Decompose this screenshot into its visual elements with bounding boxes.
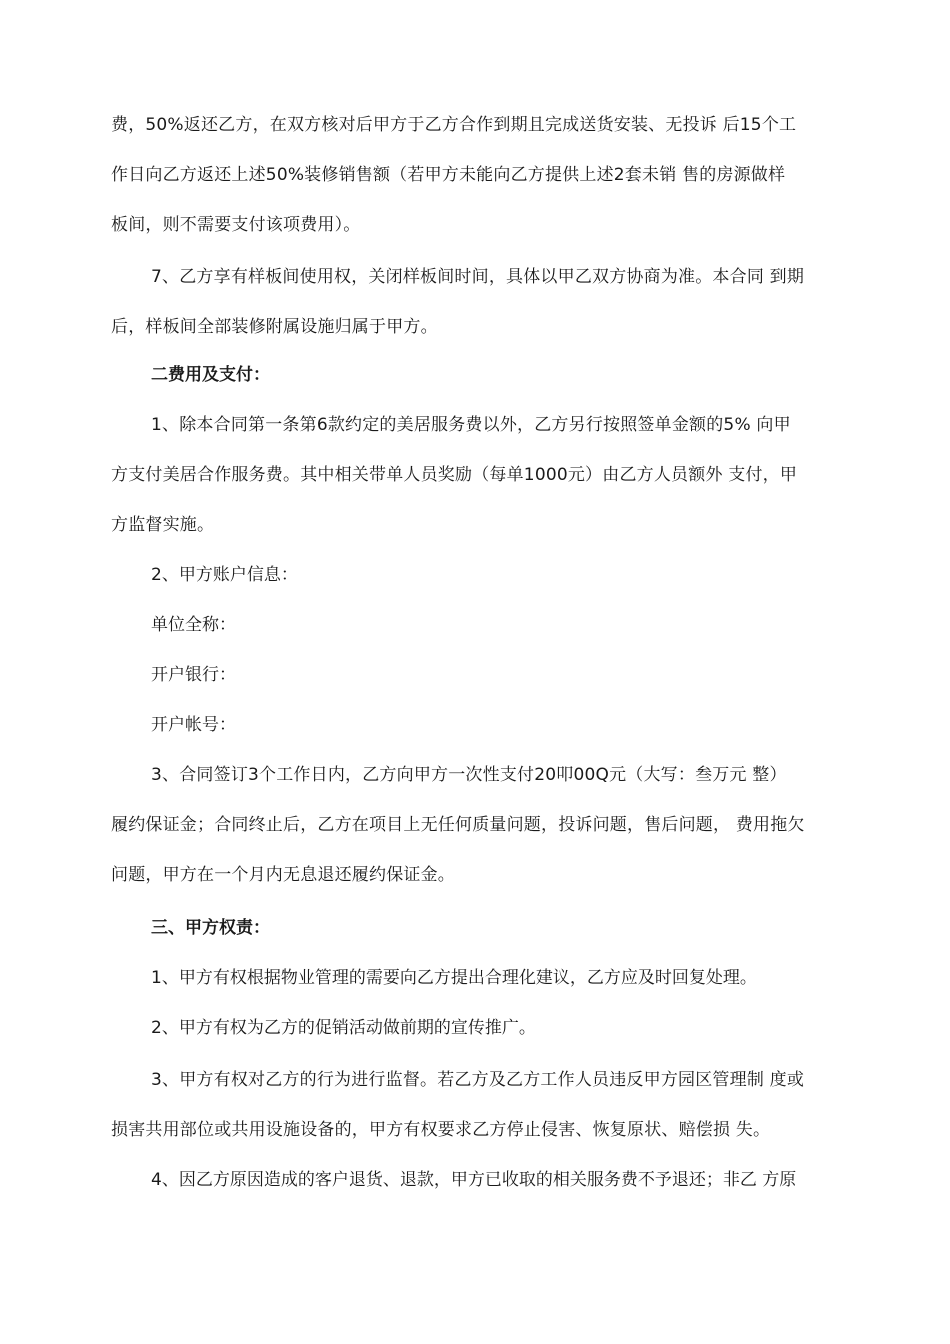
paragraph-right-3: [111, 1055, 845, 1155]
text-line: 履约保证金；合同终止后，乙方在项目上无任何质量问题，投诉问题，售后问题， 费用拖欠: [111, 815, 805, 835]
paragraph-deposit: [111, 750, 845, 900]
paragraph-clause-7: [111, 252, 845, 352]
text-line: 问题，甲方在一个月内无息退还履约保证金。: [111, 865, 455, 885]
text-line: 作日向乙方返还上述50%装修销售额（若甲方未能向乙方提供上述2套未销 售的房源做样: [111, 165, 786, 185]
paragraph-sample-room-fee: [111, 100, 845, 250]
section-heading-party-a-rights: 三、甲方权责：: [151, 918, 270, 938]
text-line: 方支付美居合作服务费。其中相关带单人员奖励（每单1000元）由乙方人员额外 支付，甲: [111, 465, 798, 485]
paragraph-right-2: 2、甲方有权为乙方的促销活动做前期的宣传推广。: [151, 1018, 536, 1038]
section-heading-fees: 二费用及支付：: [151, 365, 270, 385]
text-line: 费，50%返还乙方，在双方核对后甲方于乙方合作到期且完成送货安装、无投诉 后15个工: [111, 115, 797, 135]
text-line: 1、除本合同第一条第6款约定的美居服务费以外，乙方另行按照签单金额的5% 向甲: [151, 415, 791, 435]
paragraph-right-1: 1、甲方有权根据物业管理的需要向乙方提出合理化建议，乙方应及时回复处理。: [151, 968, 757, 988]
paragraph-fee-1: [111, 400, 845, 550]
text-line: 损害共用部位或共用设施设备的，甲方有权要求乙方停止侵害、恢复原状、赔偿损 失。: [111, 1120, 771, 1140]
text-line: 方监督实施。: [111, 515, 215, 535]
text-line: 3、甲方有权对乙方的行为进行监督。若乙方及乙方工作人员违反甲方园区管理制 度或: [151, 1070, 805, 1090]
paragraph-right-4: 4、因乙方原因造成的客户退货、退款，甲方已收取的相关服务费不予退还；非乙 方原: [151, 1170, 797, 1190]
field-company-name: 单位全称：: [151, 615, 236, 635]
field-bank: 开户银行：: [151, 665, 236, 685]
text-line: 7、乙方享有样板间使用权，关闭样板间时间，具体以甲乙双方协商为准。本合同 到期: [151, 267, 805, 287]
field-account-number: 开户帐号：: [151, 715, 236, 735]
paragraph-account-info: 2、甲方账户信息：: [151, 565, 298, 585]
text-line: 3、合同签订3个工作日内，乙方向甲方一次性支付20叩00Q元（大写：叁万元 整）: [151, 765, 787, 785]
text-line: 板间，则不需要支付该项费用）。: [111, 215, 361, 235]
text-line: 后，样板间全部装修附属设施归属于甲方。: [111, 317, 438, 337]
